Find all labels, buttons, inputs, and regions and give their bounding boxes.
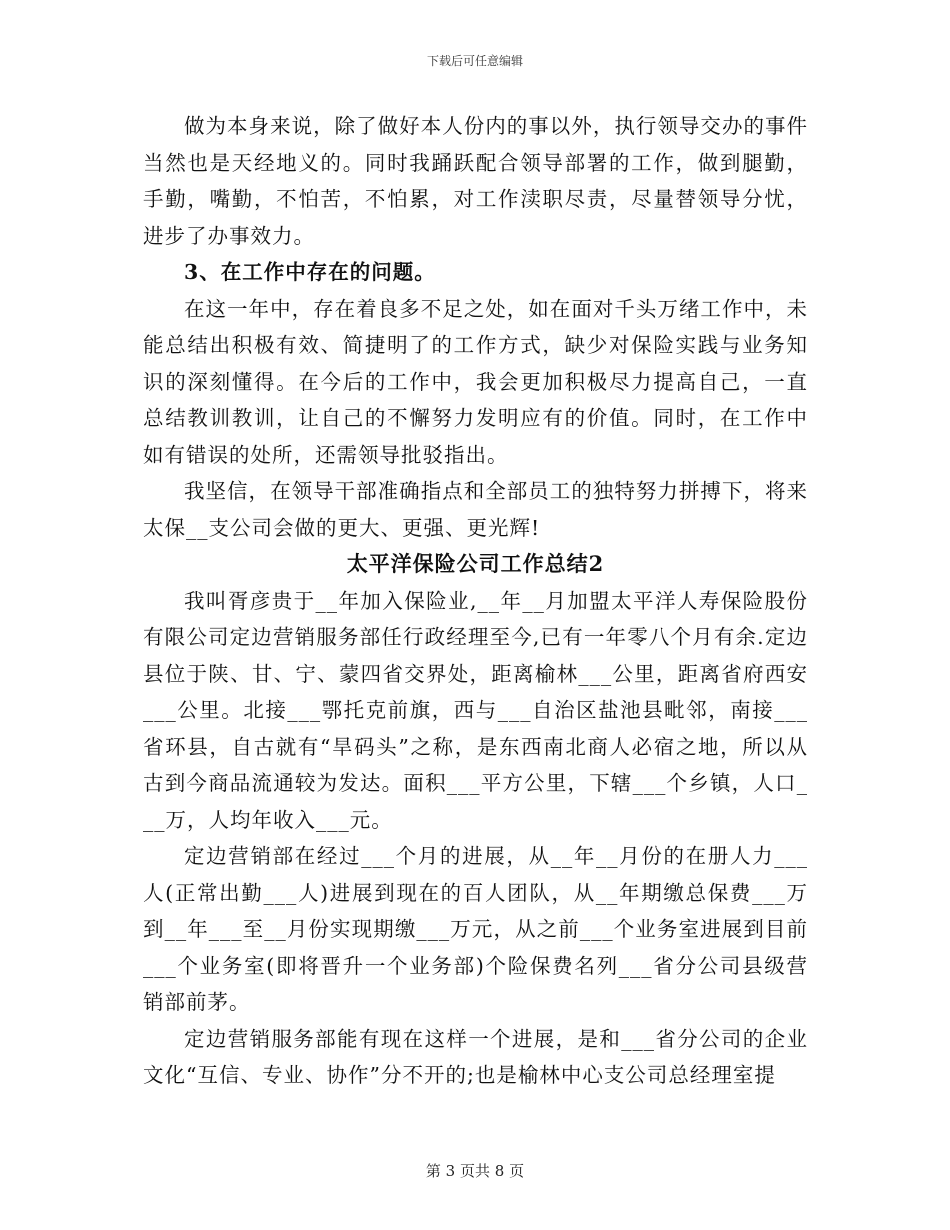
- paragraph-development: 定边营销部在经过___个月的进展，从__年__月份的在册人力___人(正常出勤___人)进展到现在的百人团队，从__年期缴总保费___万到__年___至__月份实现期缴___万元，从之前___个业务室进展到目前___个业务室(即将晋升一个业务部)个险保费名列___省分公司县级营销部前茅。: [143, 844, 808, 1014]
- paragraph-confidence: 我坚信，在领导干部准确指点和全部员工的独特努力拼搏下，将来太保__支公司会做的更大、更强、更光辉!: [143, 479, 808, 540]
- paragraph-culture: 定边营销服务部能有现在这样一个进展，是和___省分公司的企业文化“互信、专业、协作”分不开的;也是榆林中心支公司总经理室提: [143, 1026, 808, 1087]
- paragraph-introduction: 我叫胥彦贵于__年加入保险业,__年__月加盟太平洋人寿保险股份有限公司定边营销服务部任行政经理至今,已有一年零八个月有余.定边县位于陕、甘、宁、蒙四省交界处，距离榆林___公里，距离省府西安___公里。北接___鄂托克前旗，西与___自治区盐池县毗邻，南接___省环县，自古就有“旱码头”之称，是东西南北商人必宿之地，所以从古到今商品流通较为发达。面积___平方公里，下辖___个乡镇，人口___万，人均年收入___元。: [143, 588, 808, 832]
- document-body: [143, 108, 808, 1094]
- header-note: 下载后可任意编辑: [426, 54, 523, 68]
- paragraph-problems: 在这一年中，存在着良多不足之处，如在面对千头万绪工作中，未能总结出积极有效、简捷明了的工作方式，缺少对保险实践与业务知识的深刻懂得。在今后的工作中，我会更加积极尽力提高自己，一直总结教训教训，让自己的不懈努力发明应有的价值。同时，在工作中如有错误的处所，还需领导批驳指出。: [143, 296, 808, 467]
- page-footer: 第 3 页共 8 页: [425, 1162, 525, 1180]
- document-title-2: 太平洋保险公司工作总结2: [346, 551, 605, 576]
- paragraph-duties: 做为本身来说，除了做好本人份内的事以外，执行领导交办的事件当然也是天经地义的。同时我踊跃配合领导部署的工作，做到腿勤，手勤，嘴勤，不怕苦，不怕累，对工作渎职尽责，尽量替领导分忧，进步了办事效力。: [143, 114, 808, 248]
- section-heading-problems: 3、在工作中存在的问题。: [184, 260, 436, 284]
